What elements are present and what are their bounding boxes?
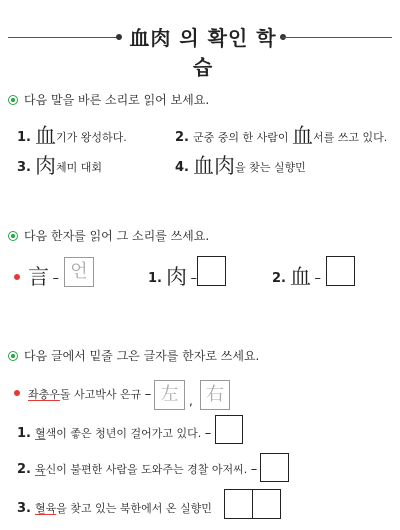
s3-item-3: 3. 혈육을 찾고 있는 북한에서 온 실향민	[17, 501, 212, 516]
bullet-circle-icon	[8, 231, 18, 241]
hanja-char: 血肉	[192, 154, 235, 178]
s2-item-2-answer-box[interactable]	[326, 256, 355, 286]
s2-example-answer-box: 언	[64, 257, 94, 287]
s1-item-3: 3. 肉체미 대회	[17, 154, 102, 178]
page-title-bar	[0, 22, 400, 79]
s2-item-2: 2. 血 –	[272, 265, 321, 289]
section1-header: 다음 말을 바른 소리로 읽어 보세요.	[8, 91, 209, 108]
s3-example-answer-box-1: 左	[154, 380, 185, 410]
title-rule-right	[282, 37, 392, 38]
s3-item-3-answer-box-2[interactable]	[252, 489, 281, 519]
s3-item-2: 2. 육신이 불편한 사람을 도와주는 경찰 아저씨. –	[17, 462, 258, 477]
s2-item-1-answer-box[interactable]	[197, 256, 226, 286]
s3-item-1-answer-box[interactable]	[215, 415, 243, 444]
s1-item-4: 4. 血肉을 찾는 실향민	[175, 154, 306, 178]
section3-header: 다음 글에서 밑줄 그은 글자를 한자로 쓰세요.	[8, 347, 259, 364]
section2-header: 다음 한자를 읽어 그 소리를 쓰세요.	[8, 227, 209, 244]
page-title: 血肉 의 확인 학습	[129, 26, 277, 79]
hanja-char: 肉	[34, 154, 56, 178]
hanja-char: 肉	[165, 265, 187, 289]
bullet-circle-icon	[8, 351, 18, 361]
s1-item-2: 2. 군중 중의 한 사람이 血서를 쓰고 있다.	[175, 124, 388, 148]
s3-item-3-answer-box-1[interactable]	[224, 489, 253, 519]
s2-item-1: 1. 肉 –	[148, 265, 197, 289]
title-rule-left	[8, 37, 120, 38]
bullet-circle-icon	[8, 95, 18, 105]
hanja-char: 血	[34, 124, 56, 148]
red-dot-icon	[14, 390, 20, 396]
s3-example-answer-box-2: 右	[200, 380, 230, 410]
hanja-char: 血	[289, 265, 311, 289]
s2-example: 言 –	[14, 261, 59, 291]
comma: ,	[189, 394, 193, 408]
hanja-char: 言	[28, 265, 49, 289]
s1-item-1: 1. 血기가 왕성하다.	[17, 124, 127, 148]
s3-item-1: 1. 혈색이 좋은 청년이 걸어가고 있다. –	[17, 426, 212, 441]
red-dot-icon	[14, 274, 20, 280]
title-dot-left	[116, 34, 122, 40]
s3-example: 좌충우돌 사고박사 은규 –	[14, 386, 151, 402]
s3-item-2-answer-box[interactable]	[260, 453, 289, 482]
hanja-char: 血	[291, 124, 313, 148]
